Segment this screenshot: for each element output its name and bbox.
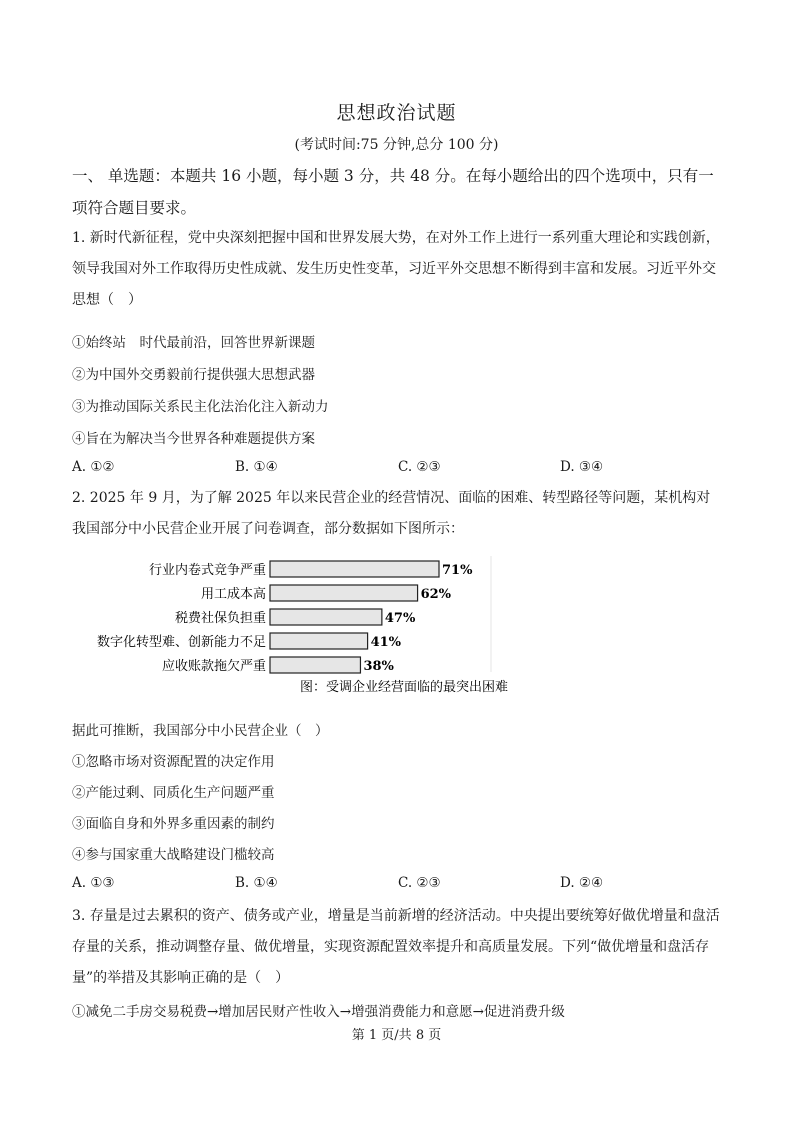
choice-b[interactable]: B. ①④: [235, 875, 278, 891]
page-number: 第 1 页/共 8 页: [351, 1028, 442, 1043]
bar: [270, 585, 418, 601]
question-1-option-2: ②为中国外交勇毅前行提供强大思想武器: [72, 367, 315, 383]
bar: [270, 609, 382, 625]
section-heading: 一、 单选题：本题共 16 小题，每小题 3 分，共 48 分。在每小题给出的四个选项中，只有一项符合题目要求。: [72, 167, 714, 217]
exam-time-note: (考试时间:75 分钟,总分 100 分): [294, 137, 499, 153]
choice-a[interactable]: A. ①②: [72, 459, 115, 475]
bar: [270, 561, 439, 577]
bar-value-label: 71%: [442, 563, 473, 578]
bar-category-label: 数字化转型难、创新能力不足: [96, 635, 266, 650]
question-2-option-1: ①忽略市场对资源配置的决定作用: [72, 754, 275, 770]
question-2-option-2: ②产能过剩、同质化生产问题严重: [72, 785, 275, 801]
question-1-choices: [72, 459, 724, 479]
bar-value-label: 38%: [363, 659, 394, 674]
bar-value-label: 62%: [420, 587, 452, 602]
question-3-stem: 3. 存量是过去累积的资产、债务或产业，增量是当前新增的经济活动。中央提出要统筹好做优增量和盘活存量的关系，推动调整存量、做优增量，实现资源配置效率提升和高质量发展。下列“做优增量和盘活存量”的举措及其影响正确的是（ ）: [72, 908, 720, 986]
bar: [270, 633, 368, 649]
question-2-lead: 据此可推断，我国部分中小民营企业（ ）: [72, 723, 329, 739]
question-1-option-4: ④旨在为解决当今世界各种难题提供方案: [72, 431, 315, 447]
bar-category-label: 税费社保负担重: [174, 611, 266, 626]
question-1-option-3: ③为推动国际关系民主化法治化注入新动力: [72, 399, 329, 415]
choice-b[interactable]: B. ①④: [235, 459, 278, 475]
bar-category-label: 用工成本高: [200, 587, 266, 602]
choice-a[interactable]: A. ①③: [72, 875, 115, 891]
bar-category-label: 行业内卷式竞争严重: [148, 563, 266, 578]
question-1-stem: 1. 新时代新征程，党中央深刻把握中国和世界发展大势，在对外工作上进行一系列重大理论和实践创新，领导我国对外工作取得历史性成就、发生历史性变革，习近平外交思想不断得到丰富和发展。习近平外交思想（ ）: [72, 230, 720, 308]
page-title: 思想政治试题: [336, 102, 457, 124]
choice-c[interactable]: C. ②③: [398, 875, 441, 891]
choice-d[interactable]: D. ②④: [560, 875, 604, 891]
chart-caption: 图：受调企业经营面临的最突出困难: [300, 680, 509, 695]
bar: [270, 657, 360, 673]
choice-c[interactable]: C. ②③: [398, 459, 441, 475]
question-2-option-3: ③面临自身和外界多重因素的制约: [72, 816, 275, 832]
difficulty-bar-chart: [0, 552, 793, 702]
question-2-stem: 2. 2025 年 9 月，为了解 2025 年以来民营企业的经营情况、面临的困难、转型路径等问题，某机构对我国部分中小民营企业开展了问卷调查，部分数据如下图所示：: [72, 490, 711, 537]
bar-value-label: 47%: [384, 611, 416, 626]
bar-value-label: 41%: [370, 635, 402, 650]
question-1-option-1: ①始终站 时代最前沿，回答世界新课题: [72, 335, 315, 351]
question-2-option-4: ④参与国家重大战略建设门槛较高: [72, 847, 275, 863]
bar-category-label: 应收账款拖欠严重: [161, 659, 266, 674]
question-3-option-1: ①减免二手房交易税费→增加居民财产性收入→增强消费能力和意愿→促进消费升级: [72, 1004, 565, 1020]
choice-d[interactable]: D. ③④: [560, 459, 604, 475]
question-2-choices: [72, 875, 724, 895]
